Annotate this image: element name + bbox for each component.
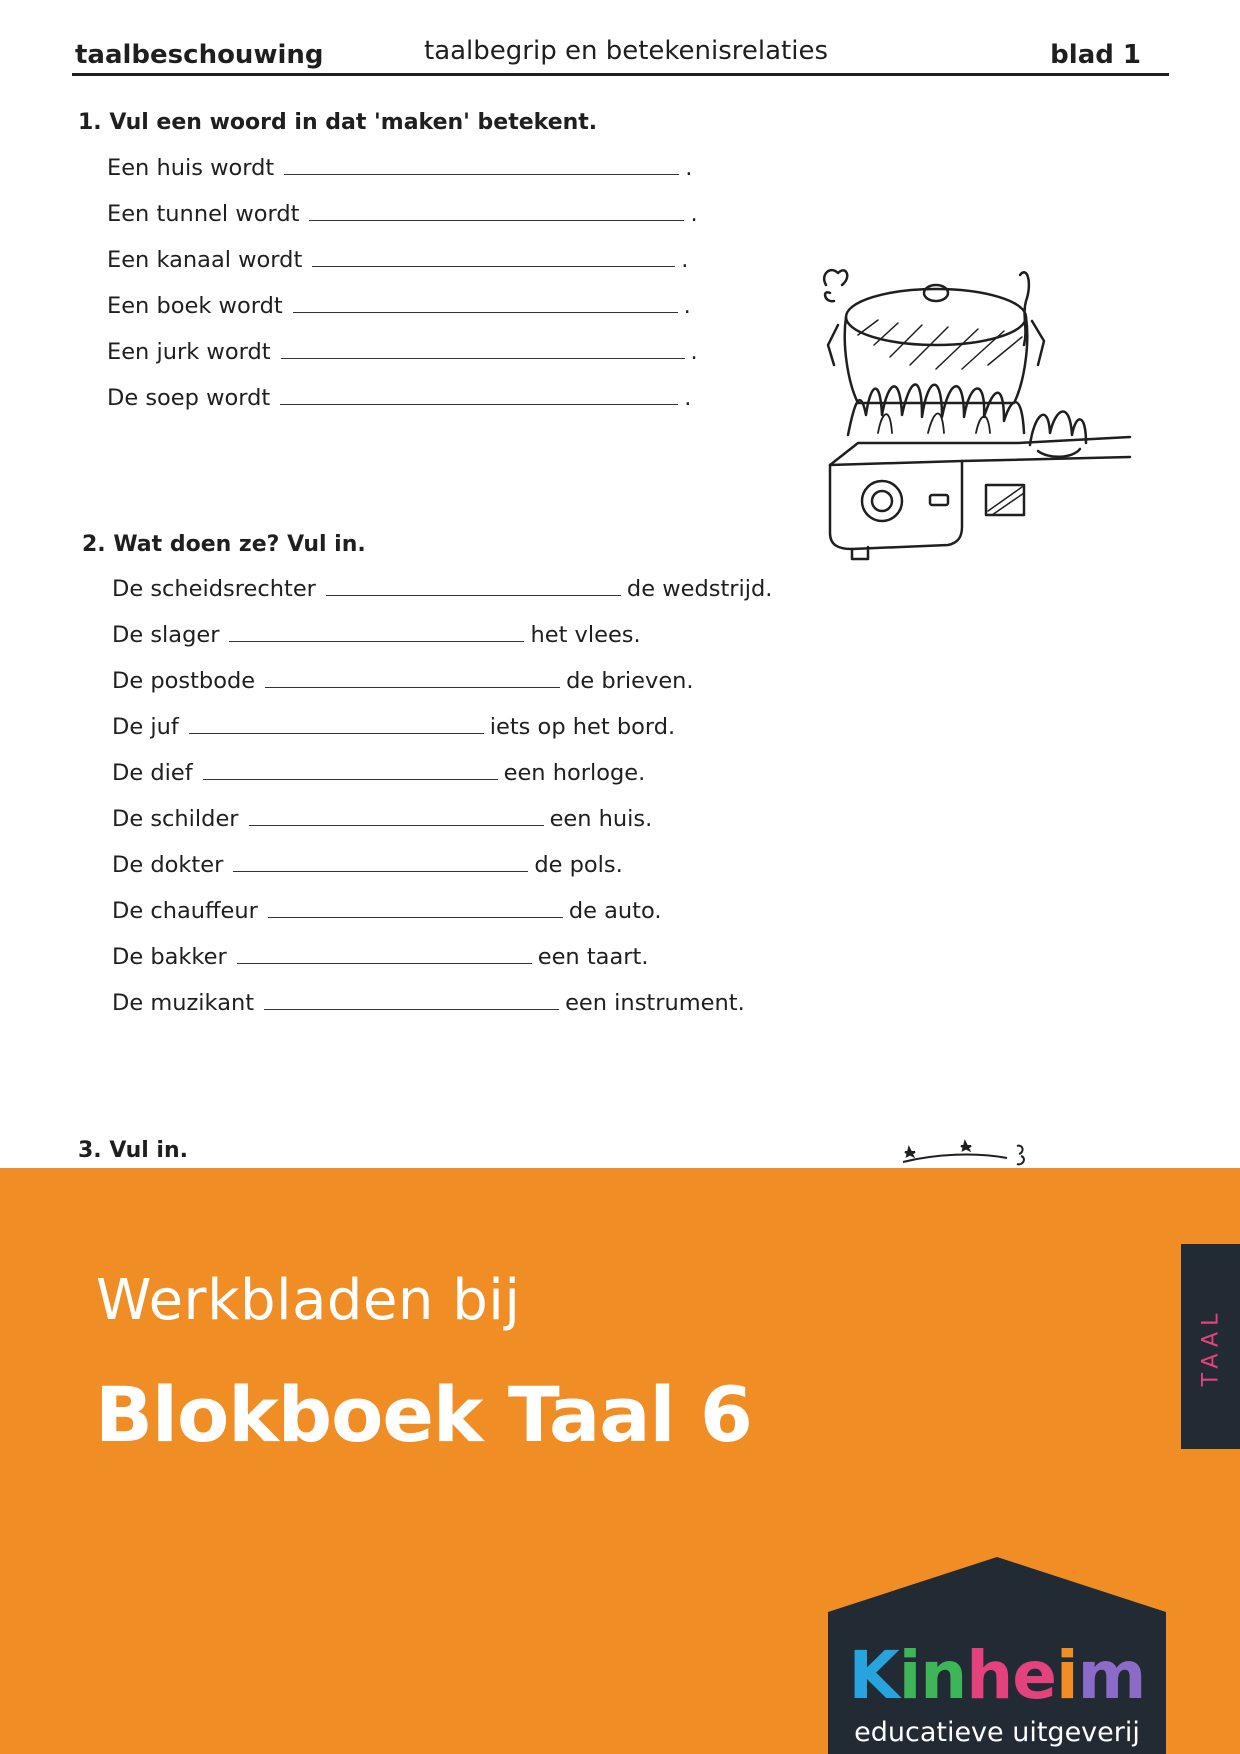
exercise-2-item: De scheidsrechter de wedstrijd. — [112, 576, 773, 602]
answer-blank[interactable] — [249, 824, 544, 826]
answer-blank[interactable] — [203, 778, 498, 780]
answer-blank[interactable] — [229, 640, 524, 642]
answer-blank[interactable] — [312, 265, 675, 267]
exercise-1-item: Een jurk wordt . — [107, 339, 698, 365]
page-header — [72, 36, 1169, 76]
exercise-1-item: De soep wordt . — [107, 385, 692, 411]
exercise-2-item: De slager het vlees. — [112, 622, 641, 648]
answer-blank[interactable] — [265, 686, 560, 688]
answer-blank[interactable] — [293, 311, 678, 313]
sheet-number: blad 1 — [1050, 40, 1141, 70]
answer-blank[interactable] — [280, 403, 678, 405]
answer-blank[interactable] — [281, 357, 685, 359]
exercise-3-title: 3. Vul in. — [78, 1138, 188, 1163]
header-rule — [72, 73, 1169, 76]
exercise-2-item: De juf iets op het bord. — [112, 714, 676, 740]
exercise-2-item: De postbode de brieven. — [112, 668, 694, 694]
answer-blank[interactable] — [326, 594, 621, 596]
cover-subtitle: Werkbladen bij — [96, 1268, 521, 1333]
exercise-2-item: De schilder een huis. — [112, 806, 653, 832]
cover-title: Blokboek Taal 6 — [95, 1370, 752, 1459]
cover-banner — [0, 1168, 1240, 1754]
exercise-1-item: Een huis wordt . — [107, 155, 693, 181]
exercise-1-item: Een boek wordt . — [107, 293, 691, 319]
answer-blank[interactable] — [264, 1008, 559, 1010]
subject-tab — [1181, 1244, 1240, 1449]
exercise-2-item: De dief een horloge. — [112, 760, 646, 786]
exercise-1-item: Een kanaal wordt . — [107, 247, 689, 273]
exercise-2-item: De chauffeur de auto. — [112, 898, 662, 924]
answer-blank[interactable] — [233, 870, 528, 872]
exercise-1-item: Een tunnel wordt . — [107, 201, 698, 227]
exercise-2-item: De dokter de pols. — [112, 852, 623, 878]
exercise-2-item: De muzikant een instrument. — [112, 990, 745, 1016]
exercise-1-title: 1. Vul een woord in dat 'maken' betekent. — [78, 110, 598, 135]
publisher-tagline: educatieve uitgeverij — [854, 1717, 1140, 1748]
publisher-logo — [828, 1557, 1166, 1754]
answer-blank[interactable] — [309, 219, 684, 221]
answer-blank[interactable] — [284, 173, 679, 175]
answer-blank[interactable] — [189, 732, 484, 734]
exercise-2-item: De bakker een taart. — [112, 944, 649, 970]
exercise-2-title: 2. Wat doen ze? Vul in. — [82, 532, 366, 557]
subject-label: taalbeschouwing — [75, 40, 324, 70]
ornament-illustration — [895, 1138, 1035, 1168]
publisher-name: Kinheim — [848, 1637, 1146, 1714]
answer-blank[interactable] — [268, 916, 563, 918]
cooking-pot-illustration — [818, 265, 1148, 565]
topic-label: taalbegrip en betekenisrelaties — [424, 36, 829, 66]
subject-tab-label: TAAL — [1198, 1307, 1223, 1386]
answer-blank[interactable] — [237, 962, 532, 964]
